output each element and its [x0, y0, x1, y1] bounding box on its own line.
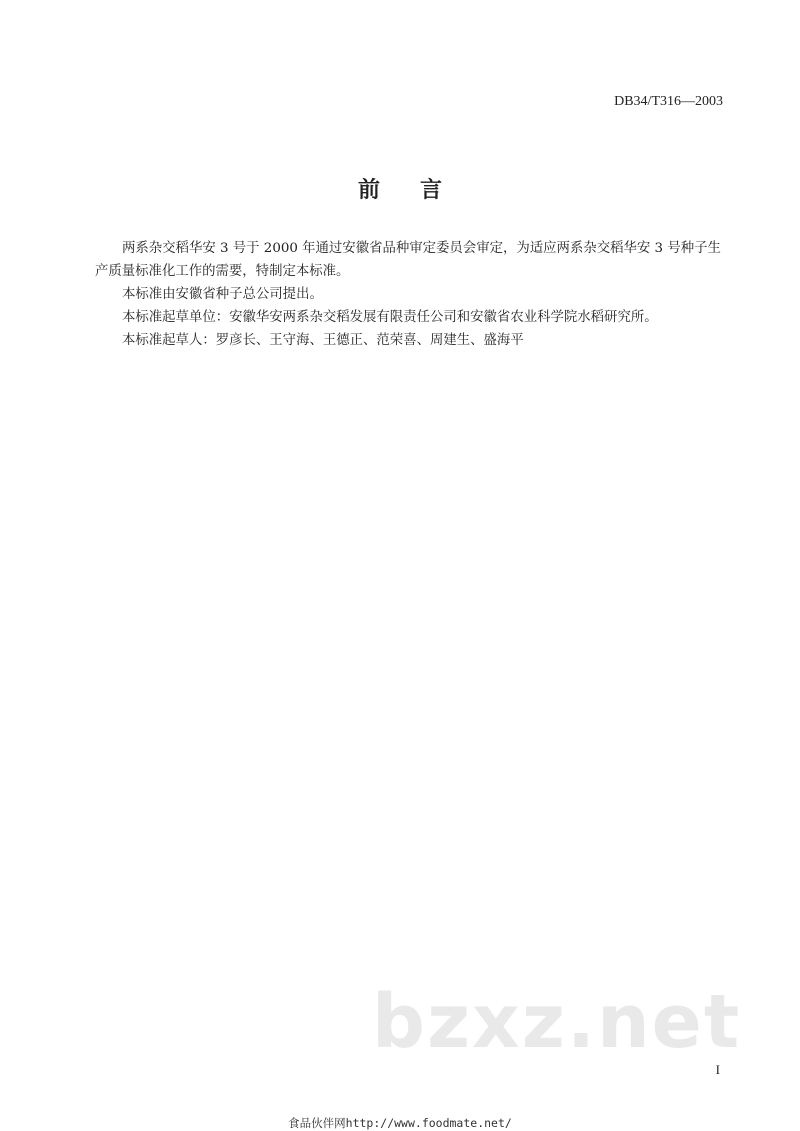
footer-site-name: 食品伙伴网: [288, 1116, 346, 1130]
foreword-body: [95, 237, 723, 352]
paragraph-drafters: 本标准起草人：罗彦长、王守海、王德正、范荣喜、周建生、盛海平: [122, 333, 524, 348]
document-code: DB34/T316—2003: [614, 94, 723, 109]
paragraph-approval: 两系杂交稻华安 3 号于 2000 年通过安徽省品种审定委员会审定，为适应两系杂交稻华安 3 号种子生产质量标准化工作的需要，特制定本标准。: [95, 241, 721, 279]
footer: [0, 1115, 800, 1131]
watermark-logo: bzxz.net: [372, 979, 742, 1065]
page-number: I: [715, 1062, 720, 1077]
paragraph-drafting-units: 本标准起草单位：安徽华安两系杂交稻发展有限责任公司和安徽省农业科学院水稻研究所。: [122, 310, 658, 325]
paragraph-proposer: 本标准由安徽省种子总公司提出。: [122, 287, 323, 302]
page-title: 前言: [357, 178, 482, 203]
footer-url-link[interactable]: http://www.foodmate.net/: [345, 1116, 512, 1130]
